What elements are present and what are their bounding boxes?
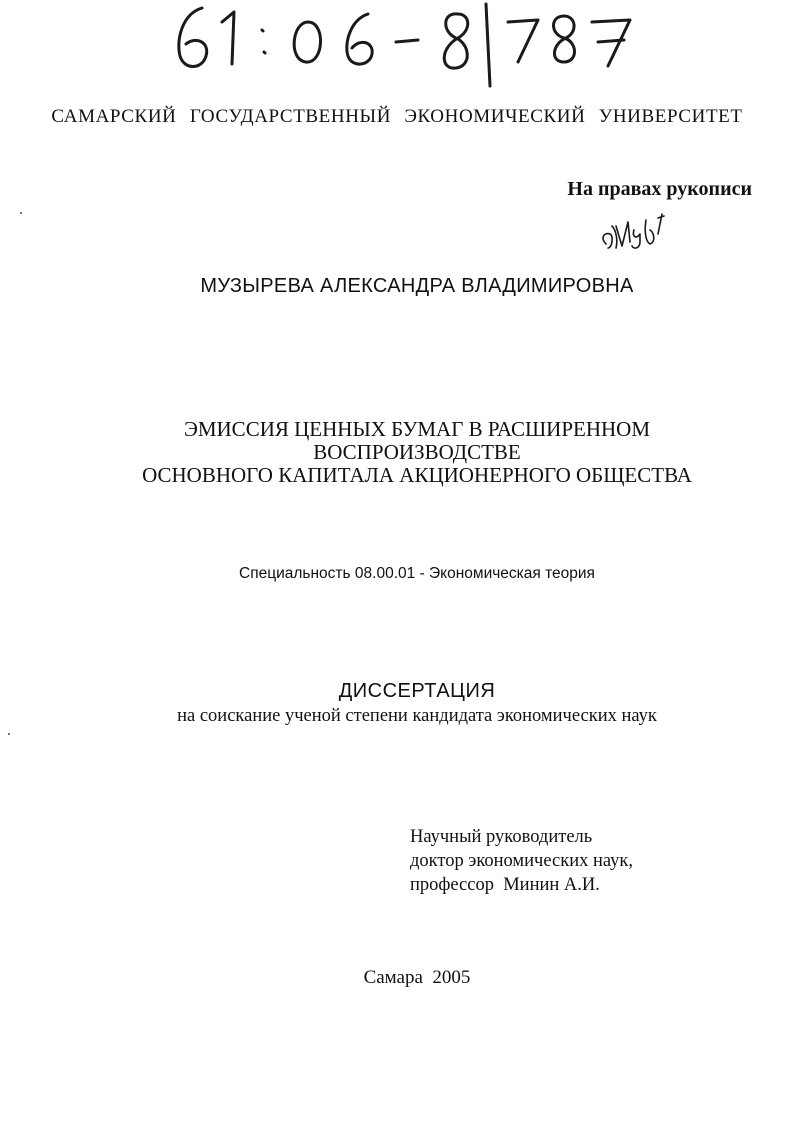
- author-name: МУЗЫРЕВА АЛЕКСАНДРА ВЛАДИМИРОВНА: [200, 275, 634, 297]
- scan-margin-mark: [8, 733, 10, 735]
- university-name: САМАРСКИЙ ГОСУДАРСТВЕННЫЙ ЭКОНОМИЧЕСКИЙ УНИВЕРСИТЕТ: [51, 106, 743, 127]
- specialty-line: Специальность 08.00.01 - Экономическая теория: [239, 565, 595, 582]
- supervisor-role: Научный руководитель: [410, 827, 593, 847]
- scan-margin-mark: [20, 212, 22, 214]
- document-type: ДИССЕРТАЦИЯ: [338, 680, 496, 702]
- title-line-2: ВОСПРОИЗВОДСТВЕ: [313, 440, 521, 464]
- supervisor-name: профессор Минин А.И.: [410, 875, 600, 895]
- city-year: Самара 2005: [363, 967, 471, 988]
- manuscript-rights-label: На правах рукописи: [567, 178, 752, 200]
- handwritten-signature: [596, 208, 680, 252]
- supervisor-degree: доктор экономических наук,: [410, 851, 634, 871]
- handwritten-archive-code: [168, 0, 648, 90]
- degree-line: на соискание ученой степени кандидата экономических наук: [177, 706, 657, 726]
- dissertation-title: [0, 418, 794, 487]
- title-line-1: ЭМИССИЯ ЦЕННЫХ БУМАГ В РАСШИРЕННОМ: [183, 417, 650, 441]
- title-line-3: ОСНОВНОГО КАПИТАЛА АКЦИОНЕРНОГО ОБЩЕСТВА: [142, 463, 692, 487]
- supervisor-block: [410, 825, 633, 897]
